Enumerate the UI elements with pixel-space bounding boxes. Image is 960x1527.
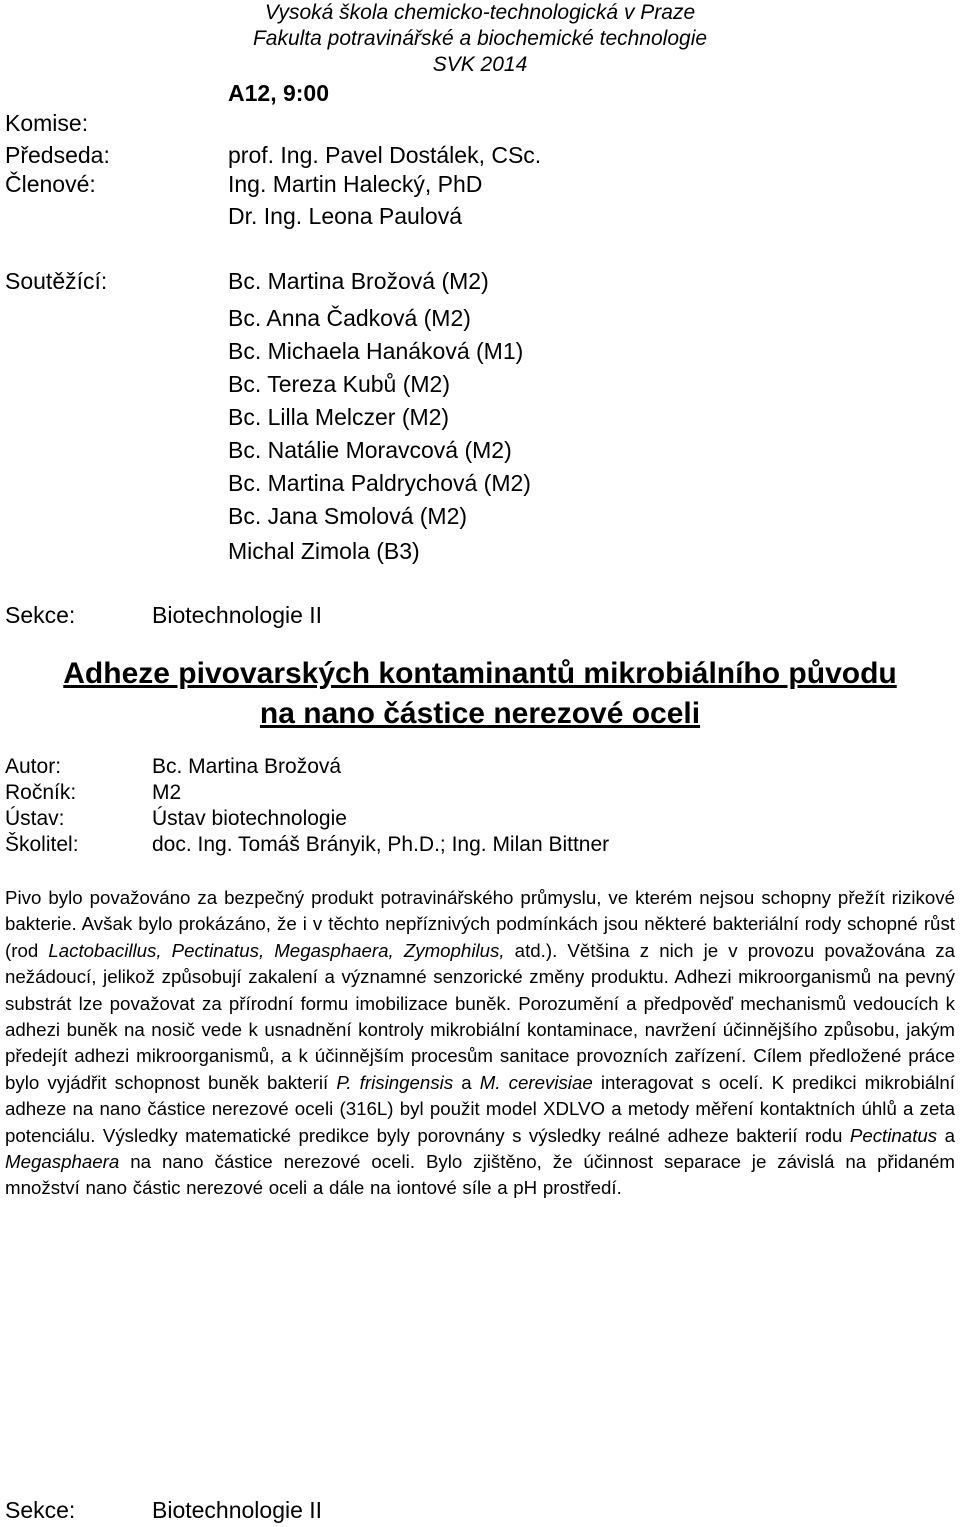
institute-value: Ústav biotechnologie bbox=[152, 807, 347, 830]
competitor-name: Bc. Tereza Kubů (M2) bbox=[228, 371, 451, 397]
competitor-name: Bc. Natálie Moravcová (M2) bbox=[228, 437, 512, 463]
abstract-text: Pivo bylo považováno za bezpečný produkt potravinářského průmyslu, ve kterém nejsou schopny přežít rizikové bakterie. Avšak bylo prokázáno, že i v těchto nepříznivých podmínkách jsou některé bakteriální rody schopné růst (rod Lactobacillus, Pectinatus, Megasphaera, Zymophilus, atd.). Většina z nich je v provozu považována za nežádoucí, jelikož způsobují zakalení a významné senzorické změny produktu. Adhezi mikroorganismů na pevný substrát lze považovat za přírodní formu imobilizace buněk. Porozumění a předpověď mechanismů vedoucích k adhezi buněk na nosič vede k usnadnění kontroly mikrobiální kontaminace, navržení účinnějšího způsobu, jakým předejít adhezi mikroorganismů, a k účinnějším procesům sanitace provozních zařízení. Cílem předložené práce bylo vyjádřit schopnost buněk bakterií P. frisingensis a M. cerevisiae interagovat s ocelí. K predikci mikrobiální adheze na nano částice nerezové oceli (316L) byl použit model XDLVO a metody měření kontaktních úhlů a zeta potenciálu. Výsledky matematické predikce byly porovnány s výsledky reálné adheze bakterií rodu Pectinatus a Megasphaera na nano částice nerezové oceli. Bylo zjištěno, že účinnost separace je závislá na přidaném množství nano částic nerezové oceli a dále na iontové síle a pH prostředí. bbox=[5, 887, 955, 1199]
chair-label: Předseda: bbox=[5, 142, 110, 168]
supervisor-label: Školitel: bbox=[5, 833, 79, 856]
chair-name: prof. Ing. Pavel Dostálek, CSc. bbox=[228, 142, 542, 168]
author-label: Autor: bbox=[5, 755, 62, 778]
member-name: Ing. Martin Halecký, PhD bbox=[228, 171, 483, 197]
institute-label: Ústav: bbox=[5, 807, 65, 830]
competitor-name: Michal Zimola (B3) bbox=[228, 538, 420, 564]
section-label: Sekce: bbox=[5, 602, 76, 628]
competitor-name: Bc. Michaela Hanáková (M1) bbox=[228, 338, 524, 364]
header-faculty: Fakulta potravinářské a biochemické technologie bbox=[252, 27, 708, 50]
author-name: Bc. Martina Brožová bbox=[152, 755, 342, 778]
section-value: Biotechnologie II bbox=[152, 602, 323, 628]
year-value: M2 bbox=[152, 781, 182, 804]
member-name: Dr. Ing. Leona Paulová bbox=[228, 203, 462, 229]
competitors-label: Soutěžící: bbox=[5, 268, 108, 294]
competitor-name: Bc. Martina Brožová (M2) bbox=[228, 268, 489, 294]
year-label: Ročník: bbox=[5, 781, 77, 804]
paper-title-line2: na nano částice nerezové oceli bbox=[259, 697, 701, 730]
competitor-name: Bc. Martina Paldrychová (M2) bbox=[228, 470, 531, 496]
committee-label: Komise: bbox=[5, 110, 89, 136]
members-label: Členové: bbox=[5, 171, 96, 197]
supervisor-value: doc. Ing. Tomáš Brányik, Ph.D.; Ing. Milan Bittner bbox=[152, 833, 610, 856]
paper-title-line1: Adheze pivovarských kontaminantů mikrobiálního původu bbox=[63, 657, 897, 690]
competitor-name: Bc. Lilla Melczer (M2) bbox=[228, 404, 450, 430]
footer-section-value: Biotechnologie II bbox=[152, 1497, 323, 1523]
competitor-name: Bc. Anna Čadková (M2) bbox=[228, 305, 471, 331]
header-event: SVK 2014 bbox=[432, 53, 528, 76]
header-university: Vysoká škola chemicko-technologická v Praze bbox=[264, 1, 696, 24]
footer-section-label: Sekce: bbox=[5, 1497, 76, 1523]
session-title: A12, 9:00 bbox=[228, 80, 330, 106]
competitor-name: Bc. Jana Smolová (M2) bbox=[228, 503, 468, 529]
